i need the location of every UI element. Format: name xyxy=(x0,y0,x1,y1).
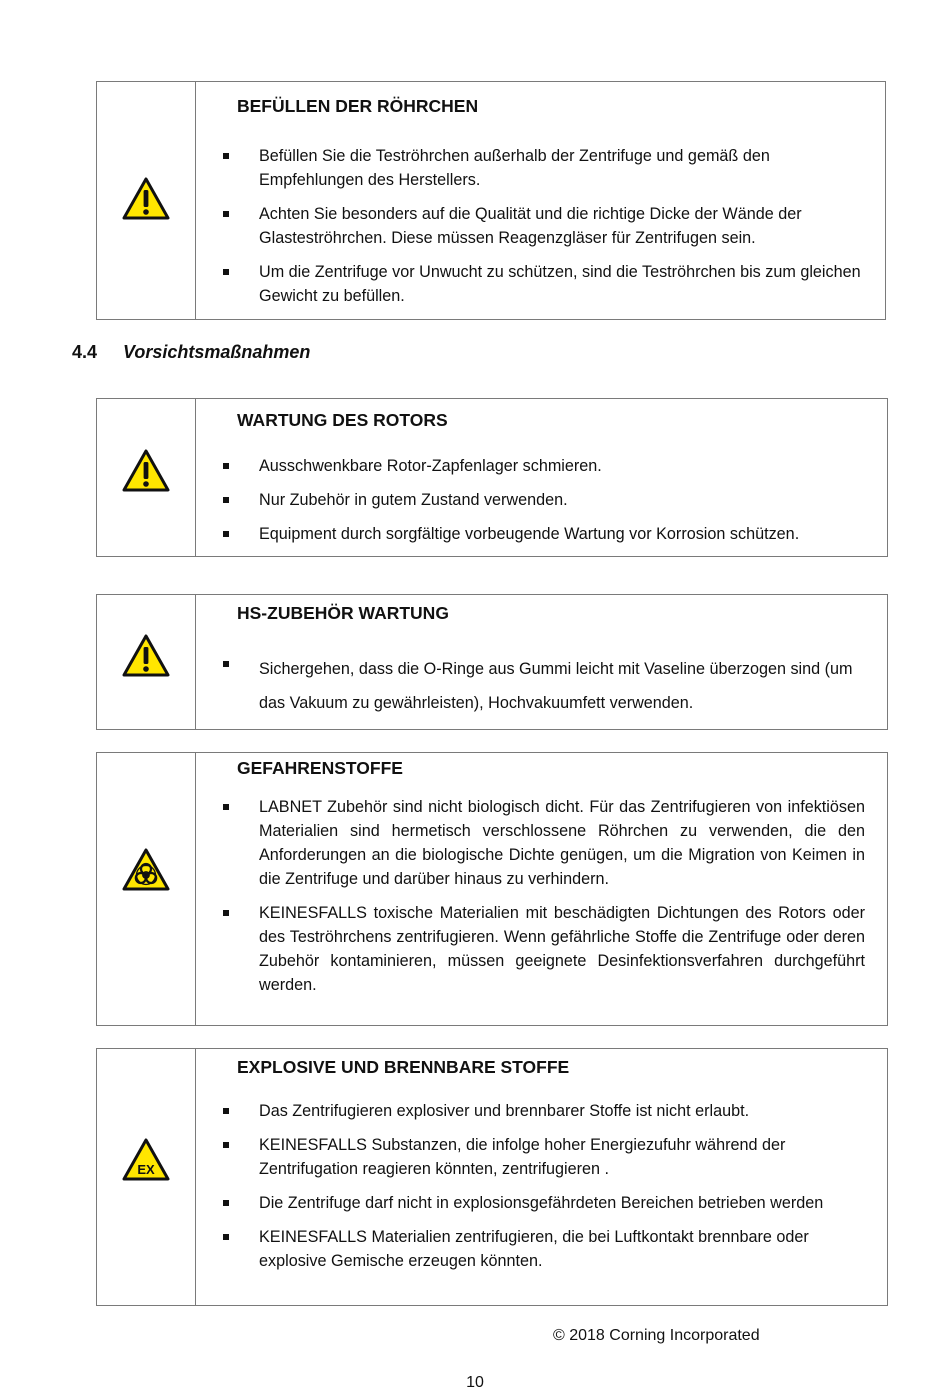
caution-box-hazardous-substances xyxy=(96,752,888,1026)
box-divider xyxy=(195,82,196,319)
explosive-atmosphere-icon xyxy=(121,1137,171,1183)
biohazard-icon xyxy=(121,847,171,893)
page-number: 10 xyxy=(466,1374,484,1391)
box-title: WARTUNG DES ROTORS xyxy=(237,410,448,430)
box-divider xyxy=(195,753,196,1025)
caution-box-explosive-substances xyxy=(96,1048,888,1306)
list-item: KEINESFALLS Materialien zentrifugieren, die bei Luftkontakt brennbare oder explosive Gemische erzeugen könnten. xyxy=(223,1225,865,1273)
bullet-list xyxy=(223,144,863,308)
list-item: Befüllen Sie die Teströhrchen außerhalb der Zentrifuge und gemäß den Empfehlungen des Herstellers. xyxy=(223,144,863,192)
section-heading xyxy=(72,342,310,363)
list-item: Um die Zentrifuge vor Unwucht zu schützen, sind die Teströhrchen bis zum gleichen Gewicht zu befüllen. xyxy=(223,260,863,308)
box-divider xyxy=(195,1049,196,1305)
list-item: Die Zentrifuge darf nicht in explosionsgefährdeten Bereichen betrieben werden xyxy=(223,1191,865,1215)
box-divider xyxy=(195,399,196,556)
list-item: Sichergehen, dass die O-Ringe aus Gummi leicht mit Vaseline überzogen sind (um das Vakuum zu gewährleisten), Hochvakuumfett verwenden. xyxy=(223,652,865,720)
section-number: 4.4 xyxy=(72,342,98,362)
box-title: BEFÜLLEN DER RÖHRCHEN xyxy=(237,96,479,116)
box-title: EXPLOSIVE UND BRENNBARE STOFFE xyxy=(237,1057,570,1077)
warning-icon xyxy=(121,448,171,494)
list-item: Equipment durch sorgfältige vorbeugende Wartung vor Korrosion schützen. xyxy=(223,522,865,546)
warning-icon xyxy=(121,176,171,222)
caution-box-rotor-maintenance xyxy=(96,398,888,557)
bullet-list xyxy=(223,1099,865,1273)
box-title: GEFAHRENSTOFFE xyxy=(237,758,403,778)
list-item: Nur Zubehör in gutem Zustand verwenden. xyxy=(223,488,865,512)
explosive-icon-label: EX xyxy=(137,1162,155,1177)
caution-box-filling-tubes xyxy=(96,81,886,320)
list-item: Achten Sie besonders auf die Qualität und die richtige Dicke der Wände der Glasteströhrchen. Diese müssen Reagenzgläser für Zentrifugen sein. xyxy=(223,202,863,250)
copyright-notice: © 2018 Corning Incorporated xyxy=(553,1327,760,1344)
list-item: LABNET Zubehör sind nicht biologisch dicht. Für das Zentrifugieren von infektiösen Materialien sind hermetisch verschlossene Röhrchen zu verwenden, die den Anforderungen an die biologische Dichte genügen, um die Migration von Keimen in die Zentrifuge und darüber hinaus zu verhindern. xyxy=(223,795,865,891)
section-title: Vorsichtsmaßnahmen xyxy=(123,342,311,362)
bullet-list xyxy=(223,795,865,997)
box-divider xyxy=(195,595,196,729)
list-item: KEINESFALLS Substanzen, die infolge hoher Energiezufuhr während der Zentrifugation reagieren könnten, zentrifugieren . xyxy=(223,1133,865,1181)
list-item: Das Zentrifugieren explosiver und brennbarer Stoffe ist nicht erlaubt. xyxy=(223,1099,865,1123)
caution-box-hs-accessory xyxy=(96,594,888,730)
warning-icon xyxy=(121,633,171,679)
list-item: Ausschwenkbare Rotor-Zapfenlager schmieren. xyxy=(223,454,865,478)
list-item: KEINESFALLS toxische Materialien mit beschädigten Dichtungen des Rotors oder des Teströhrchens zentrifugieren. Wenn gefährliche Stoffe die Zentrifuge oder deren Zubehör kontaminieren, müssen geeignete Desinfektionsverfahren durchgeführt werden. xyxy=(223,901,865,997)
box-title: HS-ZUBEHÖR WARTUNG xyxy=(237,603,449,623)
bullet-list xyxy=(223,454,865,546)
bullet-list xyxy=(223,652,865,720)
